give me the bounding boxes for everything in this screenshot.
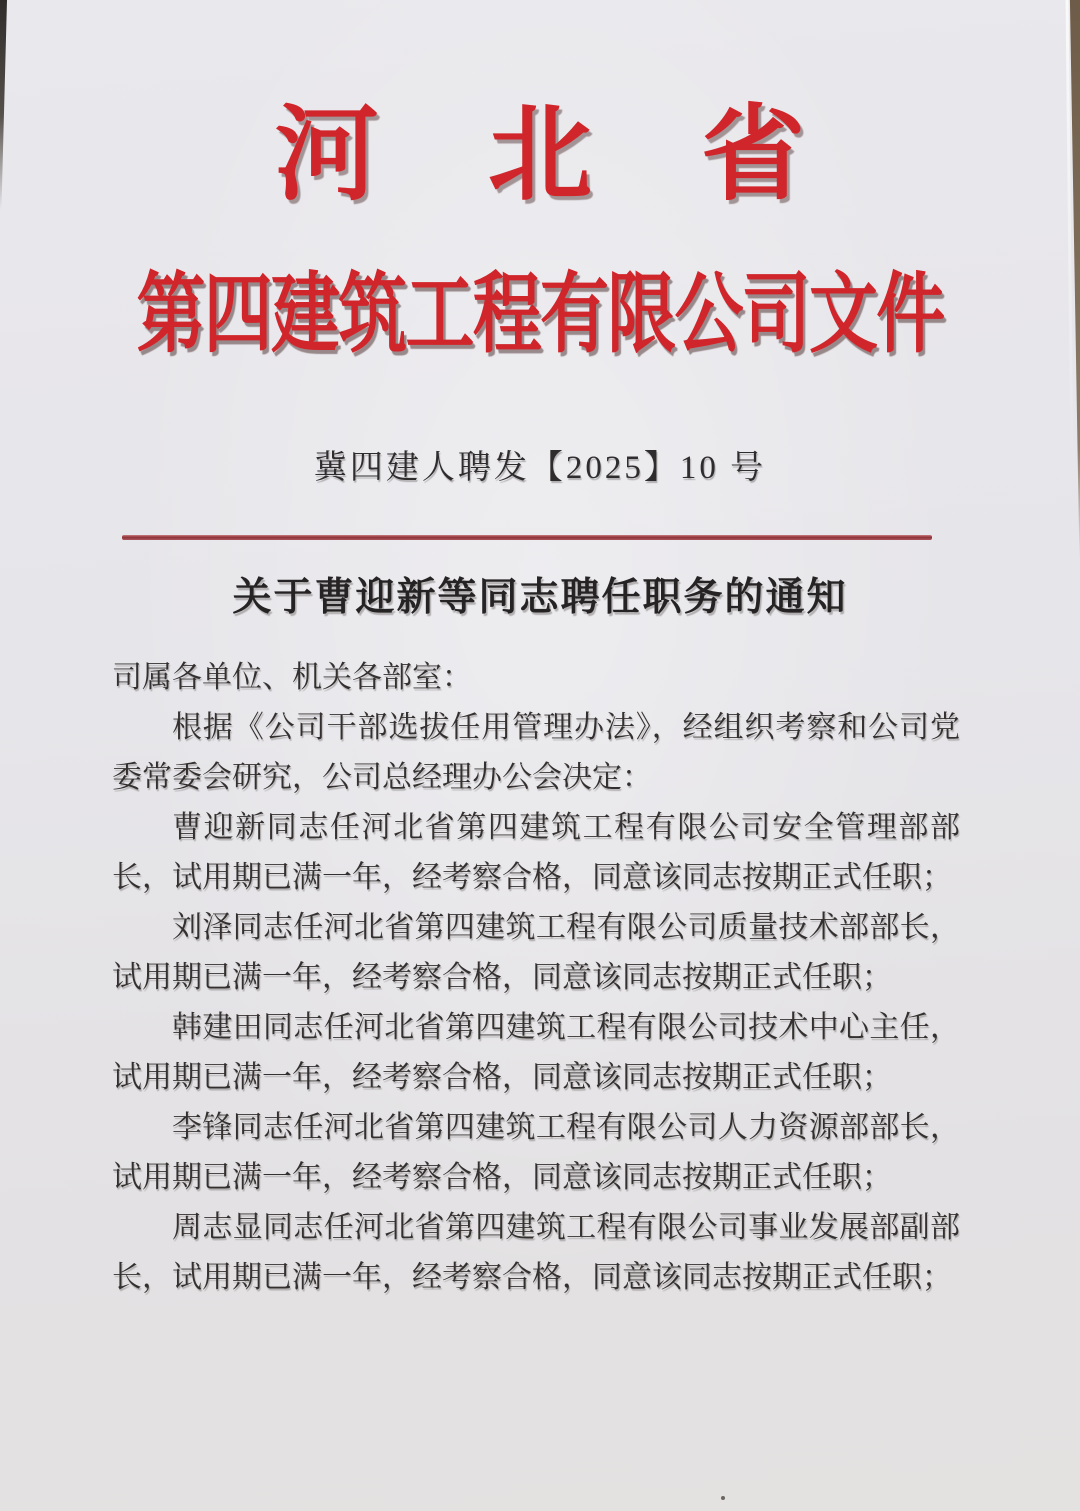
- red-divider-line: [122, 535, 932, 540]
- body-paragraph: 根据《公司干部选拔任用管理办法》，经组织考察和公司党委常委会研究，公司总经理办公会决定：: [112, 711, 960, 794]
- red-letterhead: [0, 98, 1080, 364]
- paper-speck: [721, 1496, 725, 1500]
- body-paragraph: 李锋同志任河北省第四建筑工程有限公司人力资源部部长，试用期已满一年，经考察合格，同意该同志按期正式任职；: [112, 1111, 960, 1194]
- document-body: [112, 653, 960, 1303]
- body-paragraph: 周志显同志任河北省第四建筑工程有限公司事业发展部副部长，试用期已满一年，经考察合格，同意该同志按期正式任职；: [112, 1211, 960, 1294]
- body-paragraph: 曹迎新同志任河北省第四建筑工程有限公司安全管理部部长，试用期已满一年，经考察合格，同意该同志按期正式任职；: [112, 811, 960, 894]
- document-number: 冀四建人聘发【2025】10 号: [313, 450, 767, 486]
- body-paragraph: 韩建田同志任河北省第四建筑工程有限公司技术中心主任，试用期已满一年，经考察合格，同意该同志按期正式任职；: [112, 1011, 960, 1094]
- document-title: 关于曹迎新等同志聘任职务的通知: [232, 576, 848, 619]
- letterhead-company: 第四建筑工程有限公司文件: [136, 267, 944, 364]
- salutation: 司属各单位、机关各部室：: [112, 661, 472, 694]
- letterhead-region: 河北省: [274, 98, 915, 213]
- body-paragraph: 刘泽同志任河北省第四建筑工程有限公司质量技术部部长，试用期已满一年，经考察合格，同意该同志按期正式任职；: [112, 911, 960, 994]
